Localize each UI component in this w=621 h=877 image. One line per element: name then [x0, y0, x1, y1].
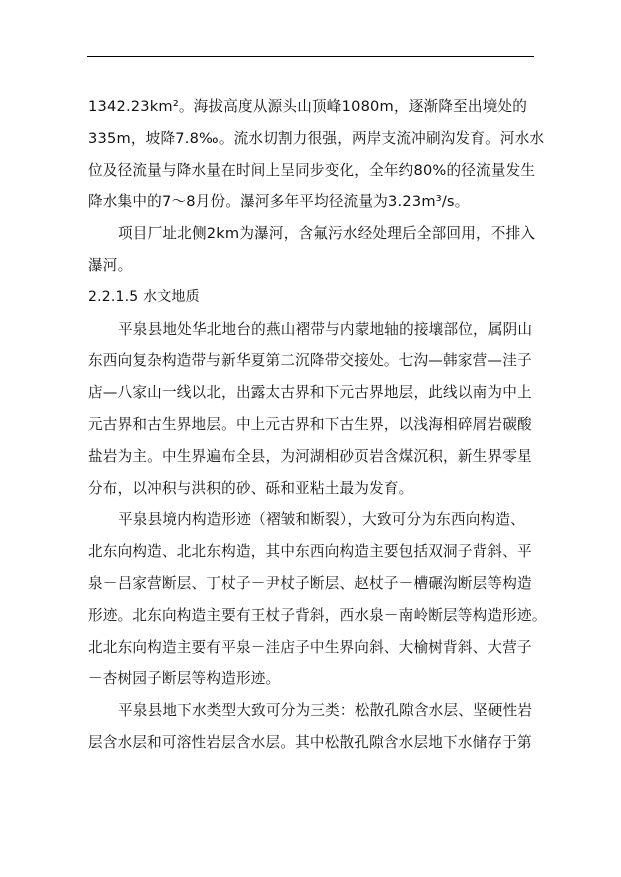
text-line: 店—八家山一线以北，出露太古界和下元古界地层，此线以南为中上 [88, 384, 532, 402]
text-line: 泉－吕家营断层、丁杖子－尹杖子断层、赵杖子－槽碾沟断层等构造 [88, 574, 532, 592]
text-line: 北北东向构造主要有平泉－洼店子中生界向斜、大榆树背斜、大营子 [88, 638, 532, 656]
text-line: 盐岩为主。中生界遍布全县，为河湖相砂页岩含煤沉积，新生界零星 [88, 447, 532, 465]
text-line: 瀑河。 [88, 256, 133, 274]
text-line: 分布，以冲积与洪积的砂、砾和亚粘土最为发育。 [88, 479, 414, 497]
text-line: 位及径流量与降水量在时间上呈同步变化，全年约80%的径流量发生 [88, 161, 536, 179]
text-line: 北东向构造、北北东构造，其中东西向构造主要包括双洞子背斜、平 [88, 543, 532, 561]
text-line: 335m，坡降7.8‰。流水切割力很强，两岸支流冲刷沟发育。河水水 [88, 129, 545, 147]
header-rule [87, 56, 534, 57]
text-line: －杏树园子断层等构造形迹。 [88, 670, 281, 688]
section-heading: 2.2.1.5 水文地质 [88, 288, 200, 305]
paragraph-first-line: 平泉县地下水类型大致可分为三类：松散孔隙含水层、坚硬性岩 [118, 702, 533, 720]
text-line: 东西向复杂构造带与新华夏第二沉降带交接处。七沟—韩家营—洼子 [88, 352, 532, 370]
paragraph-first-line: 项目厂址北侧2km为瀑河，含氟污水经处理后全部回用，不排入 [118, 225, 536, 243]
paragraph-first-line: 平泉县地处华北地台的燕山褶带与内蒙地轴的接壤部位，属阴山 [118, 320, 533, 338]
text-line: 降水集中的7～8月份。瀑河多年平均径流量为3.23m³/s。 [88, 193, 470, 211]
text-line: 层含水层和可溶性岩层含水层。其中松散孔隙含水层地下水储存于第 [88, 733, 532, 751]
text-line: 元古界和古生界地层。中上元古界和下古生界，以浅海相碎屑岩碳酸 [88, 415, 532, 433]
paragraph-first-line: 平泉县境内构造形迹（褶皱和断裂），大致可分为东西向构造、 [118, 511, 525, 529]
document-body [88, 91, 547, 759]
text-line: 形迹。北东向构造主要有王杖子背斜，西水泉－南岭断层等构造形迹。 [88, 606, 547, 624]
text-line: 1342.23km²。海拔高度从源头山顶峰1080m，逐渐降至出境处的 [88, 98, 528, 115]
